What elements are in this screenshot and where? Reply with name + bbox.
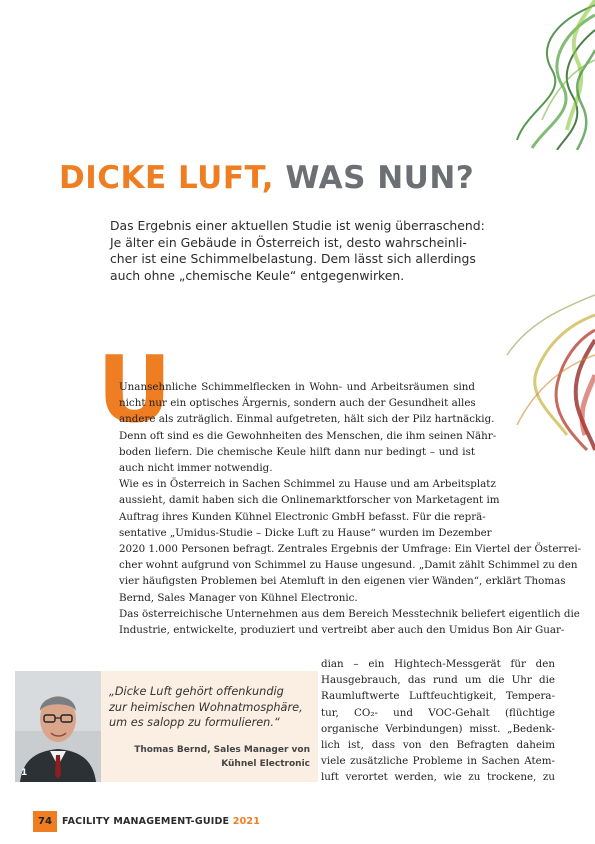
body-line: auch nicht immer notwendig. — [119, 462, 273, 475]
drop-cap: U — [97, 336, 172, 443]
body-line: boden liefern. Die chemische Keule hilft dann nur bedingt – und ist — [119, 445, 475, 458]
headline-part-2: WAS NUN? — [285, 160, 475, 196]
article-body — [119, 379, 582, 638]
lead-line: Das Ergebnis einer aktuellen Studie ist wenig überraschend: — [110, 218, 485, 233]
lead-paragraph — [110, 218, 490, 284]
quote-line: um es salopp zu formulieren.“ — [109, 716, 280, 729]
portrait-photo — [15, 671, 101, 782]
quote-author-line: Thomas Bernd, Sales Manager von — [134, 745, 310, 755]
body-line: Das österreichische Unternehmen aus dem Bereich Messtechnik beliefert eigentlich die — [119, 607, 580, 620]
body-line: 2020 1.000 Personen befragt. Zentrales Ergebnis der Umfrage: Ein Viertel der Österrei- — [119, 543, 582, 556]
body-line: andere als zuträglich. Einmal aufgetreten, hält sich der Pilz hartnäckig. — [119, 413, 495, 426]
body-line: Denn oft sind es die Gewohnheiten des Menschen, die ihm seinen Nähr- — [119, 429, 497, 442]
column-line: viele zusätzliche Probleme in Sachen Atem- — [321, 755, 555, 768]
body-line: nicht nur ein optisches Ärgernis, sondern auch der Gesundheit alles — [119, 397, 476, 410]
body-line: Industrie, entwickelte, produziert und vertreibt aber auch den Umidus Bon Air Guar- — [119, 624, 565, 637]
publication-name: FACILITY MANAGEMENT-GUIDE — [62, 816, 230, 827]
body-line: Bernd, Sales Manager von Kühnel Electronic. — [119, 591, 358, 604]
headline-part-1: DICKE LUFT, — [59, 160, 275, 196]
body-line: Wie es in Österreich in Sachen Schimmel zu Hause und am Arbeitsplatz — [119, 478, 496, 491]
column-line: dian – ein Hightech-Messgerät für den — [321, 658, 555, 670]
lead-line: auch ohne „chemische Keule“ entgegenwirken. — [110, 267, 405, 283]
article-column — [321, 656, 555, 786]
page-number: 74 — [33, 811, 57, 832]
lead-line: cher ist eine Schimmelbelastung. Dem lässt sich allerdings — [110, 251, 476, 266]
green-smoke-image — [497, 0, 595, 150]
quote-line: zur heimischen Wohnatmosphäre, — [109, 700, 303, 714]
quote-author — [110, 743, 310, 771]
publication-title — [62, 816, 260, 827]
quote-line: „Dicke Luft gehört offenkundig — [109, 685, 284, 698]
body-line: cher wohnt aufgrund von Schimmel zu Hause ungesund. „Damit zählt Schimmel zu den — [119, 559, 578, 572]
column-line: Raumluftwerte Luftfeuchtigkeit, Tempera- — [321, 690, 555, 703]
body-line: vier häufigsten Problemen bei Atemluft in den eigenen vier Wänden“, erklärt Thomas — [119, 575, 566, 588]
pull-quote — [109, 684, 314, 731]
body-line: sentative „Umidus-Studie – Dicke Luft zu Hause“ wurden im Dezember — [119, 526, 492, 539]
body-line: Auftrag ihres Kunden Kühnel Electronic GmbH befasst. Für die reprä- — [119, 510, 486, 523]
column-line: lich ist, dass von den Befragten daheim — [321, 739, 555, 752]
body-line: aussieht, damit haben sich die Onlinemarktforscher von Marketagent im — [119, 494, 500, 507]
column-line: Hausgebrauch, das rund um die Uhr die — [321, 674, 555, 687]
publication-year: 2021 — [232, 816, 261, 827]
column-line: luft verortet werden, wie zu trockene, zu — [321, 771, 555, 784]
column-line: tur, CO₂- und VOC-Gehalt (flüchtige — [321, 706, 555, 719]
headline — [59, 160, 474, 196]
column-line: organische Verbindungen) misst. „Bedenk- — [321, 722, 555, 735]
lead-line: Je älter ein Gebäude in Österreich ist, desto wahrscheinli- — [110, 234, 467, 250]
quote-author-line: Kühnel Electronic — [221, 759, 310, 769]
photo-number: 1 — [21, 768, 28, 778]
body-line: Unansehnliche Schimmelflecken in Wohn- und Arbeitsräumen sind — [119, 381, 475, 393]
red-yellow-smoke-image — [497, 285, 595, 455]
